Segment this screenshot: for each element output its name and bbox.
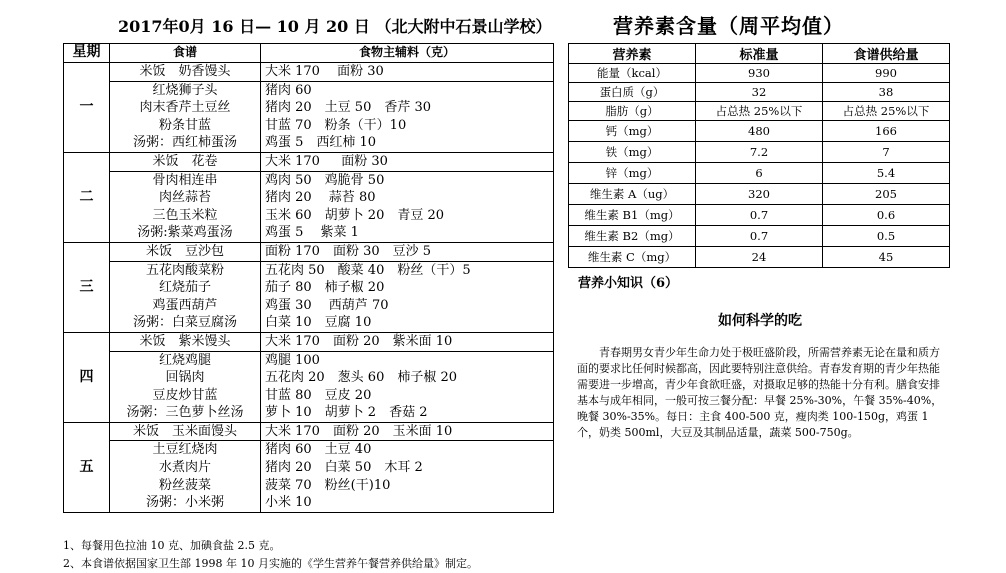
dish-name: 回锅肉	[165, 370, 205, 386]
dish-name: 粉丝菠菜	[158, 477, 211, 493]
nutrient-row	[569, 121, 950, 142]
dish-name: 骨肉相连串	[152, 172, 218, 188]
dish-name: 汤粥：西红柿蛋汤	[132, 135, 237, 151]
menu-day-row	[64, 242, 554, 332]
nutrient-standard: 占总热 25%以下	[696, 102, 823, 121]
nutrient-name: 维生素 B2（mg）	[569, 226, 696, 247]
nutrient-row	[569, 226, 950, 247]
dish-name: 汤粥：三色萝卜丝汤	[126, 405, 244, 421]
header-ingredients: 食物主辅料（克）	[261, 44, 554, 63]
nutrient-name: 维生素 C（mg）	[569, 247, 696, 268]
nutrient-standard: 320	[696, 184, 823, 205]
dish-name: 豆皮炒甘蓝	[152, 387, 218, 403]
menu-day-row	[64, 152, 554, 242]
day-label: 三	[64, 242, 110, 332]
nutrient-standard: 930	[696, 64, 823, 83]
nutrient-row	[569, 205, 950, 226]
dish-name: 米饭 奶香馒头	[110, 63, 260, 82]
nutrition-title: 营养素含量（周平均值）	[613, 14, 844, 38]
ingredient-text: 猪肉 20 白菜 50 木耳 2	[265, 460, 423, 476]
ingredient-text: 甘蓝 80 豆皮 20	[265, 387, 372, 403]
ingredient-text: 大米 170 面粉 30	[261, 63, 553, 82]
dish-name: 汤粥:紫菜鸡蛋汤	[137, 225, 233, 241]
menu-day-row	[64, 332, 554, 422]
ingredient-text: 鸡蛋 5 紫菜 1	[265, 225, 359, 241]
nutrient-name: 锌（mg）	[569, 163, 696, 184]
nutrient-supply: 占总热 25%以下	[823, 102, 950, 121]
menu-header-row	[64, 44, 554, 63]
nutrition-table	[568, 43, 950, 268]
dish-name: 汤粥：小米粥	[145, 495, 224, 511]
ingredient-text: 鸡腿 100	[265, 352, 320, 368]
ingredient-cell	[261, 332, 554, 422]
ingredient-text: 萝卜 10 胡萝卜 2 香菇 2	[265, 405, 428, 421]
nutrient-row	[569, 64, 950, 83]
ingredient-text: 甘蓝 70 粉条（干）10	[265, 117, 407, 133]
nutrient-supply: 5.4	[823, 163, 950, 184]
dish-name: 红烧狮子头	[152, 82, 218, 98]
nutrient-standard: 24	[696, 247, 823, 268]
dish-cell	[110, 422, 261, 512]
ingredient-cell	[261, 242, 554, 332]
menu-table	[63, 43, 554, 513]
dish-cell	[110, 242, 261, 332]
dish-name: 米饭 花卷	[110, 153, 260, 172]
nutrient-row	[569, 184, 950, 205]
nutrient-name: 能量（kcal）	[569, 64, 696, 83]
ingredient-text: 大米 170 面粉 20 紫米面 10	[261, 333, 553, 352]
nutrient-row	[569, 163, 950, 184]
nutrient-name: 维生素 B1（mg）	[569, 205, 696, 226]
ingredient-text: 猪肉 60 土豆 40	[265, 442, 372, 458]
ingredient-text: 鸡蛋 30 西葫芦 70	[265, 297, 389, 313]
nutrient-standard: 7.2	[696, 142, 823, 163]
dish-name: 红烧茄子	[158, 280, 211, 296]
ingredient-text: 茄子 80 柿子椒 20	[265, 280, 385, 296]
ingredient-text: 白菜 10 豆腐 10	[265, 315, 372, 331]
dish-name: 粉条甘蓝	[158, 117, 211, 133]
ingredient-text: 面粉 170 面粉 30 豆沙 5	[261, 243, 553, 262]
header-day: 星期	[64, 44, 110, 63]
notes	[63, 537, 478, 573]
ingredient-text: 鸡蛋 5 西红柿 10	[265, 135, 377, 151]
nutrient-standard: 32	[696, 83, 823, 102]
nutrient-name: 蛋白质（g）	[569, 83, 696, 102]
nutrient-supply: 0.6	[823, 205, 950, 226]
day-label: 二	[64, 152, 110, 242]
ingredient-text: 玉米 60 胡萝卜 20 青豆 20	[265, 207, 445, 223]
nutrient-supply: 166	[823, 121, 950, 142]
dish-name: 肉丝蒜苔	[158, 190, 211, 206]
day-label: 四	[64, 332, 110, 422]
nutrition-header-row	[569, 44, 950, 64]
dish-name: 米饭 玉米面馒头	[110, 423, 260, 442]
nutrient-standard: 0.7	[696, 226, 823, 247]
header-supply: 食谱供给量	[823, 44, 950, 64]
ingredient-text: 猪肉 20 土豆 50 香芹 30	[265, 100, 432, 116]
dish-cell	[110, 152, 261, 242]
nutrient-row	[569, 83, 950, 102]
nutrient-row	[569, 247, 950, 268]
nutrient-standard: 6	[696, 163, 823, 184]
nutrient-row	[569, 102, 950, 121]
ingredient-cell	[261, 422, 554, 512]
tip-title: 营养小知识（6）	[578, 276, 679, 291]
menu-day-row	[64, 63, 554, 153]
nutrient-supply: 45	[823, 247, 950, 268]
nutrient-name: 铁（mg）	[569, 142, 696, 163]
dish-cell	[110, 332, 261, 422]
dish-name: 水煮肉片	[158, 460, 211, 476]
ingredient-cell	[261, 63, 554, 153]
dish-name: 米饭 豆沙包	[110, 243, 260, 262]
dish-name: 土豆红烧肉	[152, 442, 218, 458]
ingredient-text: 猪肉 60	[265, 82, 312, 98]
ingredient-cell	[261, 152, 554, 242]
dish-name: 五花肉酸菜粉	[145, 262, 224, 278]
header-nutrient: 营养素	[569, 44, 696, 64]
nutrition-body	[569, 64, 950, 268]
ingredient-text: 小米 10	[265, 495, 312, 511]
tip-subtitle: 如何科学的吃	[718, 313, 802, 329]
dish-name: 三色玉米粒	[152, 207, 218, 223]
dish-name: 米饭 紫米馒头	[110, 333, 260, 352]
nutrient-name: 钙（mg）	[569, 121, 696, 142]
menu-day-row	[64, 422, 554, 512]
header-dish: 食谱	[110, 44, 261, 63]
ingredient-text: 五花肉 50 酸菜 40 粉丝（干）5	[265, 262, 471, 278]
dish-name: 肉末香芹土豆丝	[139, 100, 231, 116]
tip-body: 青春期男女青少年生命力处于极旺盛阶段，所需营养素无论在量和质方面的要求比任何时候都高，因此要特别注意供给。青春发育期的青少年热能需要进一步增高，青少年食欲旺盛，对摄取足够的热能十分有利。膳食安排基本与成年相同，一般可按三餐分配：早餐 25%-30%，午餐 35%-40%，晚餐 30%-35%。每日：主食 400-500 克，瘦肉类 100-150g，鸡蛋 1 个，奶类 500ml，大豆及其制品适量，蔬菜 500-750g。	[577, 346, 943, 439]
nutrient-standard: 0.7	[696, 205, 823, 226]
header-standard: 标准量	[696, 44, 823, 64]
day-label: 一	[64, 63, 110, 153]
note-2: 2、本食谱依据国家卫生部 1998 年 10 月实施的《学生营养午餐营养供给量》制定。	[63, 557, 478, 570]
ingredient-text: 猪肉 20 蒜苔 80	[265, 190, 376, 206]
nutrient-supply: 990	[823, 64, 950, 83]
nutrient-name: 脂肪（g）	[569, 102, 696, 121]
ingredient-text: 菠菜 70 粉丝(干)10	[265, 477, 391, 493]
day-label: 五	[64, 422, 110, 512]
dish-name: 鸡蛋西葫芦	[152, 297, 218, 313]
nutrient-standard: 480	[696, 121, 823, 142]
nutrient-supply: 38	[823, 83, 950, 102]
dish-name: 红烧鸡腿	[158, 352, 211, 368]
nutrient-supply: 7	[823, 142, 950, 163]
ingredient-text: 鸡肉 50 鸡脆骨 50	[265, 172, 385, 188]
note-1: 1、每餐用色拉油 10 克、加碘食盐 2.5 克。	[63, 539, 281, 552]
menu-body	[64, 63, 554, 513]
dish-cell	[110, 63, 261, 153]
nutrient-name: 维生素 A（ug）	[569, 184, 696, 205]
nutrient-supply: 0.5	[823, 226, 950, 247]
dish-name: 汤粥：白菜豆腐汤	[132, 315, 237, 331]
nutrient-row	[569, 142, 950, 163]
nutrient-supply: 205	[823, 184, 950, 205]
ingredient-text: 五花肉 20 葱头 60 柿子椒 20	[265, 370, 458, 386]
menu-title: 2017年0月 16 日— 10 月 20 日 （北大附中石景山学校）	[118, 17, 552, 36]
ingredient-text: 大米 170 面粉 30	[261, 153, 553, 172]
ingredient-text: 大米 170 面粉 20 玉米面 10	[261, 423, 553, 442]
